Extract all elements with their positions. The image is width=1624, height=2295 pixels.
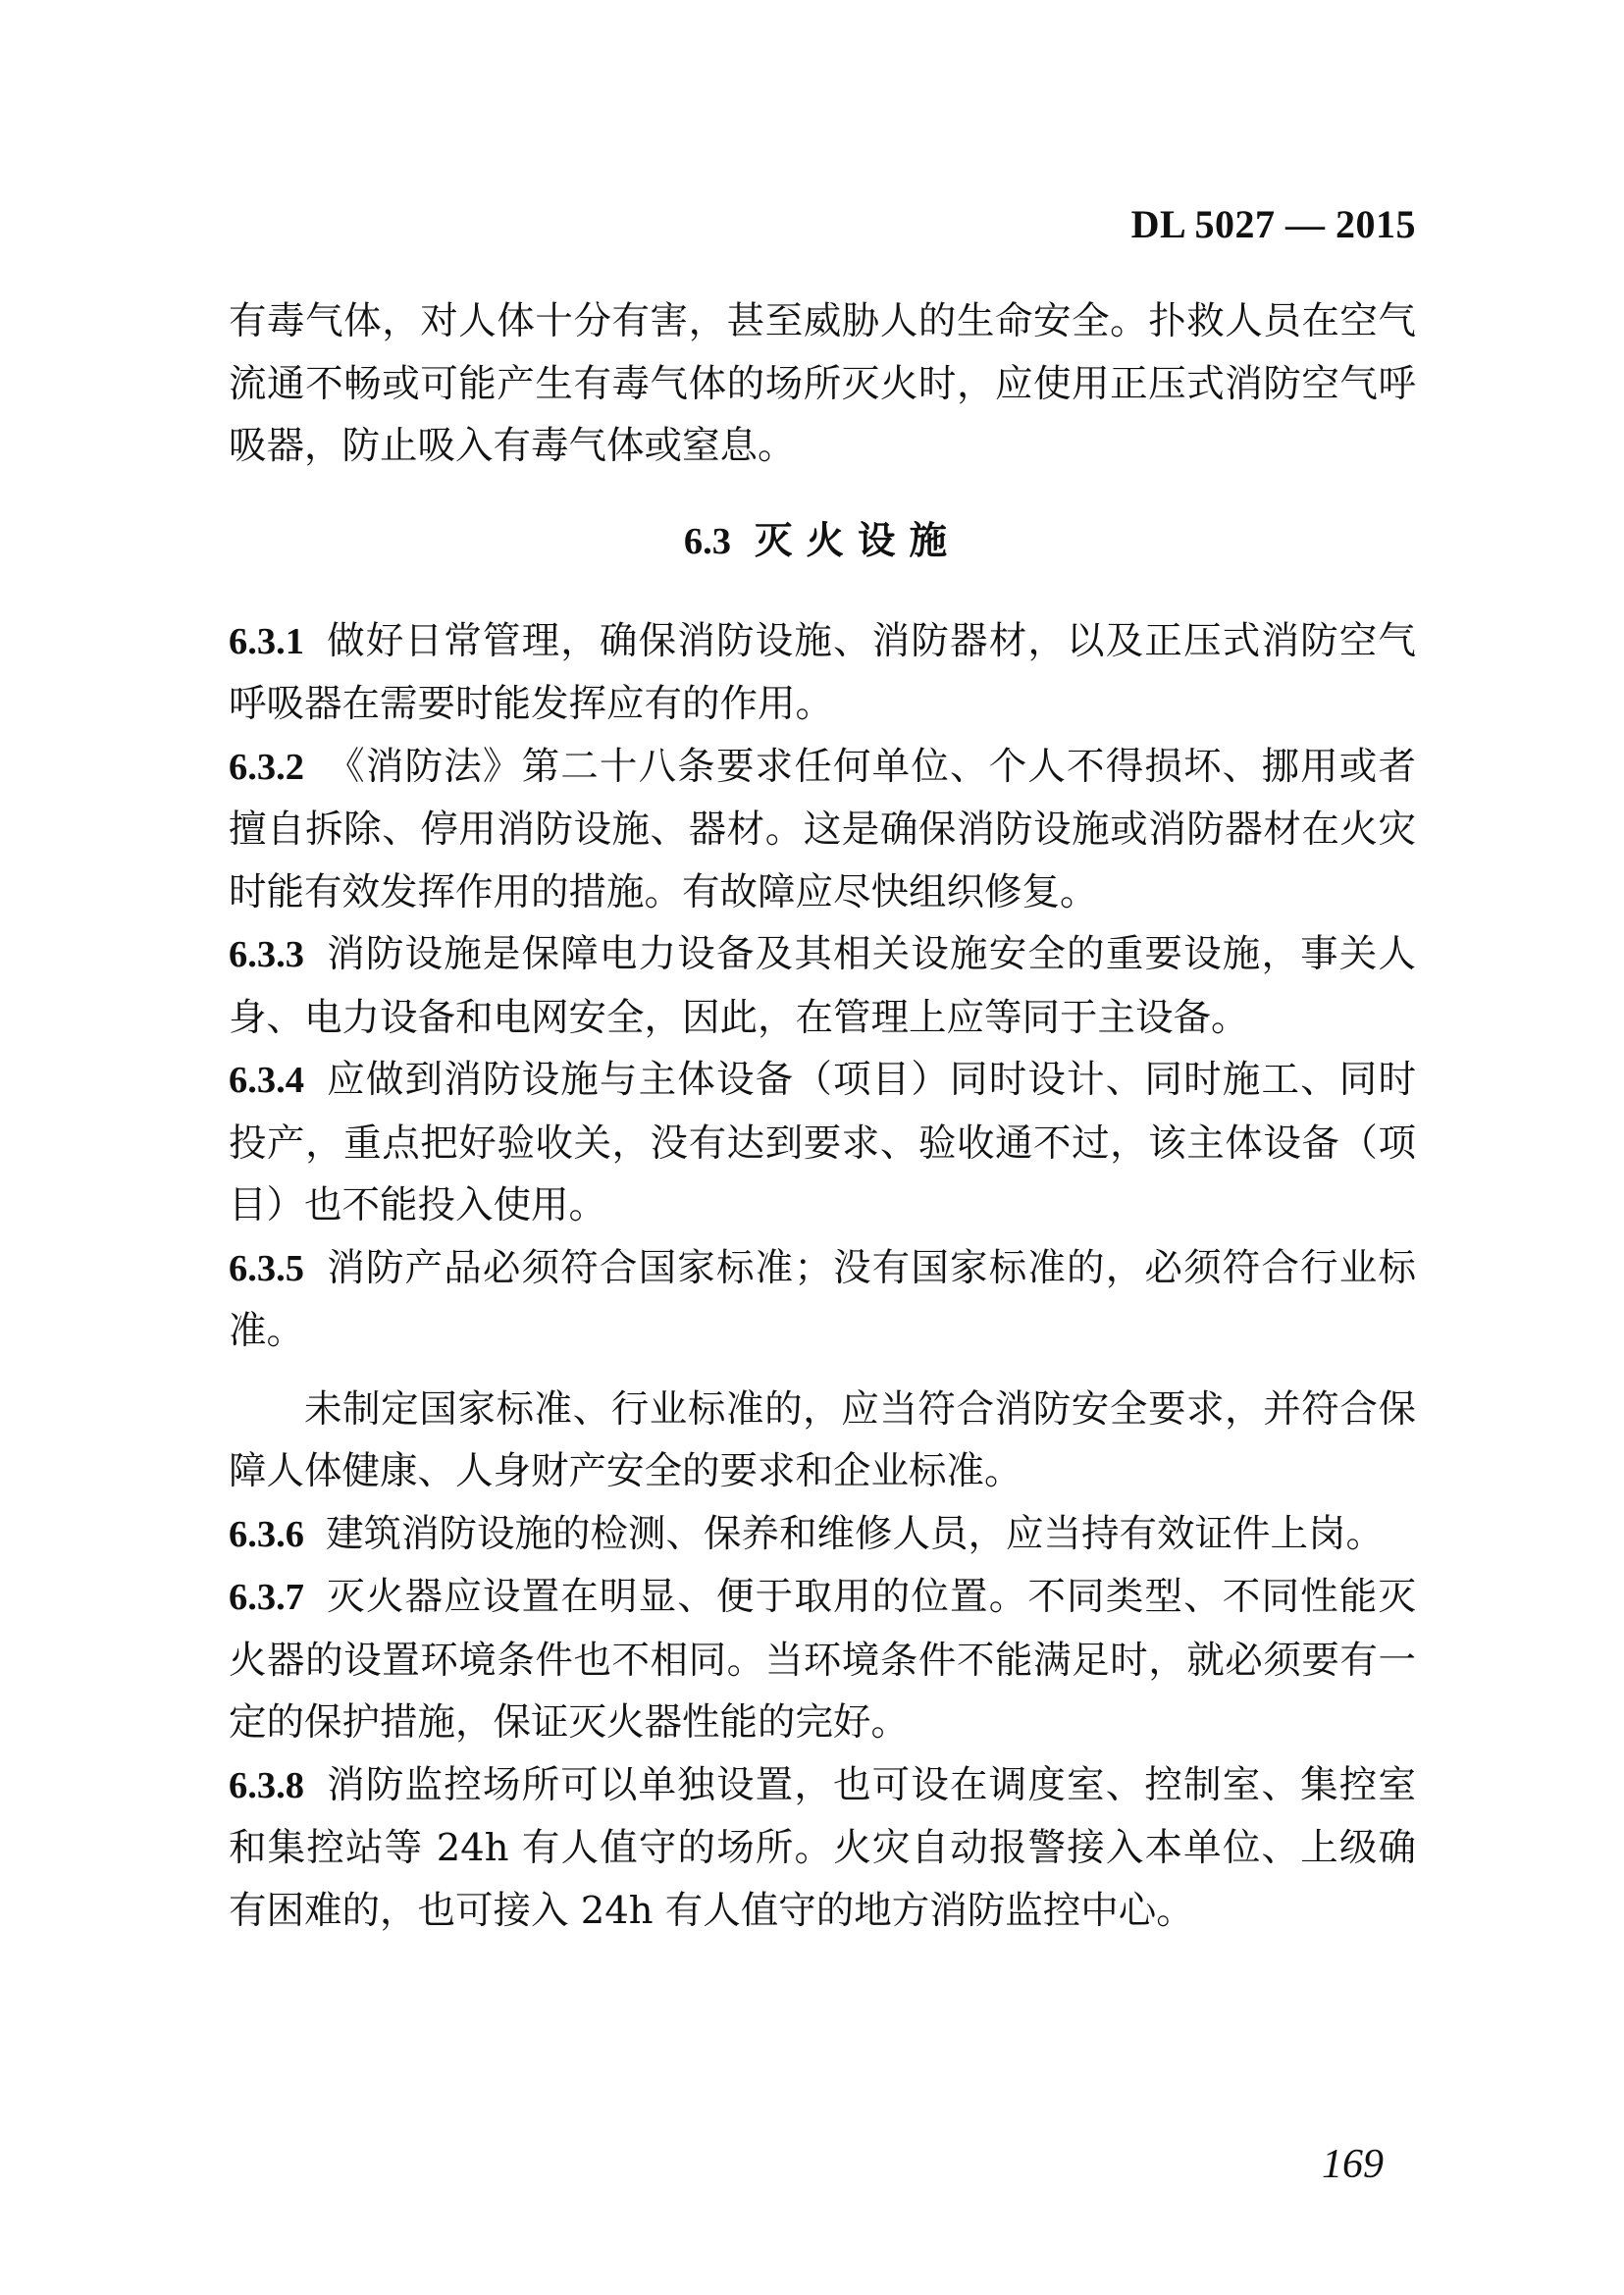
clause-text: 灭火器应设置在明显、便于取用的位置。不同类型、不同性能灭火器的设置环境条件也不相同。当环境条件不能满足时，就必须要有一定的保护措施，保证灭火器性能的完好。 xyxy=(229,1575,1416,1745)
clause-6-3-8 xyxy=(229,1754,1416,1943)
clause-number: 6.3.7 xyxy=(229,1577,304,1618)
clause-text: 消防设施是保障电力设备及其相关设施安全的重要设施，事关人身、电力设备和电网安全，因此，在管理上应等同于主设备。 xyxy=(229,932,1416,1040)
clause-number: 6.3.6 xyxy=(229,1513,304,1555)
clause-text: 消防监控场所可以单独设置，也可设在调度室、控制室、集控室和集控站等 24h 有人值守的场所。火灾自动报警接入本单位、上级确有困难的，也可接入 24h 有人值守的地方消防监控中心。 xyxy=(229,1762,1416,1933)
clause-number: 6.3.8 xyxy=(229,1764,304,1806)
clause-text: 做好日常管理，确保消防设施、消防器材，以及正压式消防空气呼吸器在需要时能发挥应有的作用。 xyxy=(229,618,1416,726)
intro-paragraph: 有毒气体，对人体十分有害，甚至威胁人的生命安全。扑救人员在空气流通不畅或可能产生有毒气体的场所灭火时，应使用正压式消防空气呼吸器，防止吸入有毒气体或窒息。 xyxy=(229,299,1416,468)
clause-6-3-6 xyxy=(229,1503,1416,1567)
section-number: 6.3 xyxy=(683,520,732,562)
clause-number: 6.3.2 xyxy=(229,746,304,788)
clause-6-3-1 xyxy=(229,610,1416,736)
clause-number: 6.3.1 xyxy=(229,620,304,662)
clause-number: 6.3.5 xyxy=(229,1247,304,1289)
clause-6-3-4 xyxy=(229,1049,1416,1237)
clause-6-3-7 xyxy=(229,1566,1416,1754)
clause-6-3-2 xyxy=(229,736,1416,924)
standard-code-header: DL 5027 — 2015 xyxy=(1130,202,1416,246)
clause-number: 6.3.4 xyxy=(229,1060,304,1101)
page-number: 169 xyxy=(1322,2142,1384,2187)
body-text xyxy=(229,290,1416,1942)
section-title: 灭火设施 xyxy=(755,518,962,563)
clause-number: 6.3.3 xyxy=(229,934,304,975)
clause-6-3-5-continuation: 未制定国家标准、行业标准的，应当符合消防安全要求，并符合保障人体健康、人身财产安全的要求和企业标准。 xyxy=(229,1386,1416,1493)
clause-text: 应做到消防设施与主体设备（项目）同时设计、同时施工、同时投产，重点把好验收关，没有达到要求、验收通不过，该主体设备（项目）也不能投入使用。 xyxy=(229,1058,1416,1227)
section-heading xyxy=(229,512,1416,571)
clause-text: 建筑消防设施的检测、保养和维修人员，应当持有效证件上岗。 xyxy=(326,1511,1385,1556)
clause-6-3-5 xyxy=(229,1237,1416,1363)
clause-text: 消防产品必须符合国家标准；没有国家标准的，必须符合行业标准。 xyxy=(229,1245,1416,1353)
clause-6-3-3 xyxy=(229,923,1416,1049)
clause-text: 《消防法》第二十八条要求任何单位、个人不得损坏、挪用或者擅自拆除、停用消防设施、器材。这是确保消防设施或消防器材在火灾时能有效发挥作用的措施。有故障应尽快组织修复。 xyxy=(229,744,1416,914)
